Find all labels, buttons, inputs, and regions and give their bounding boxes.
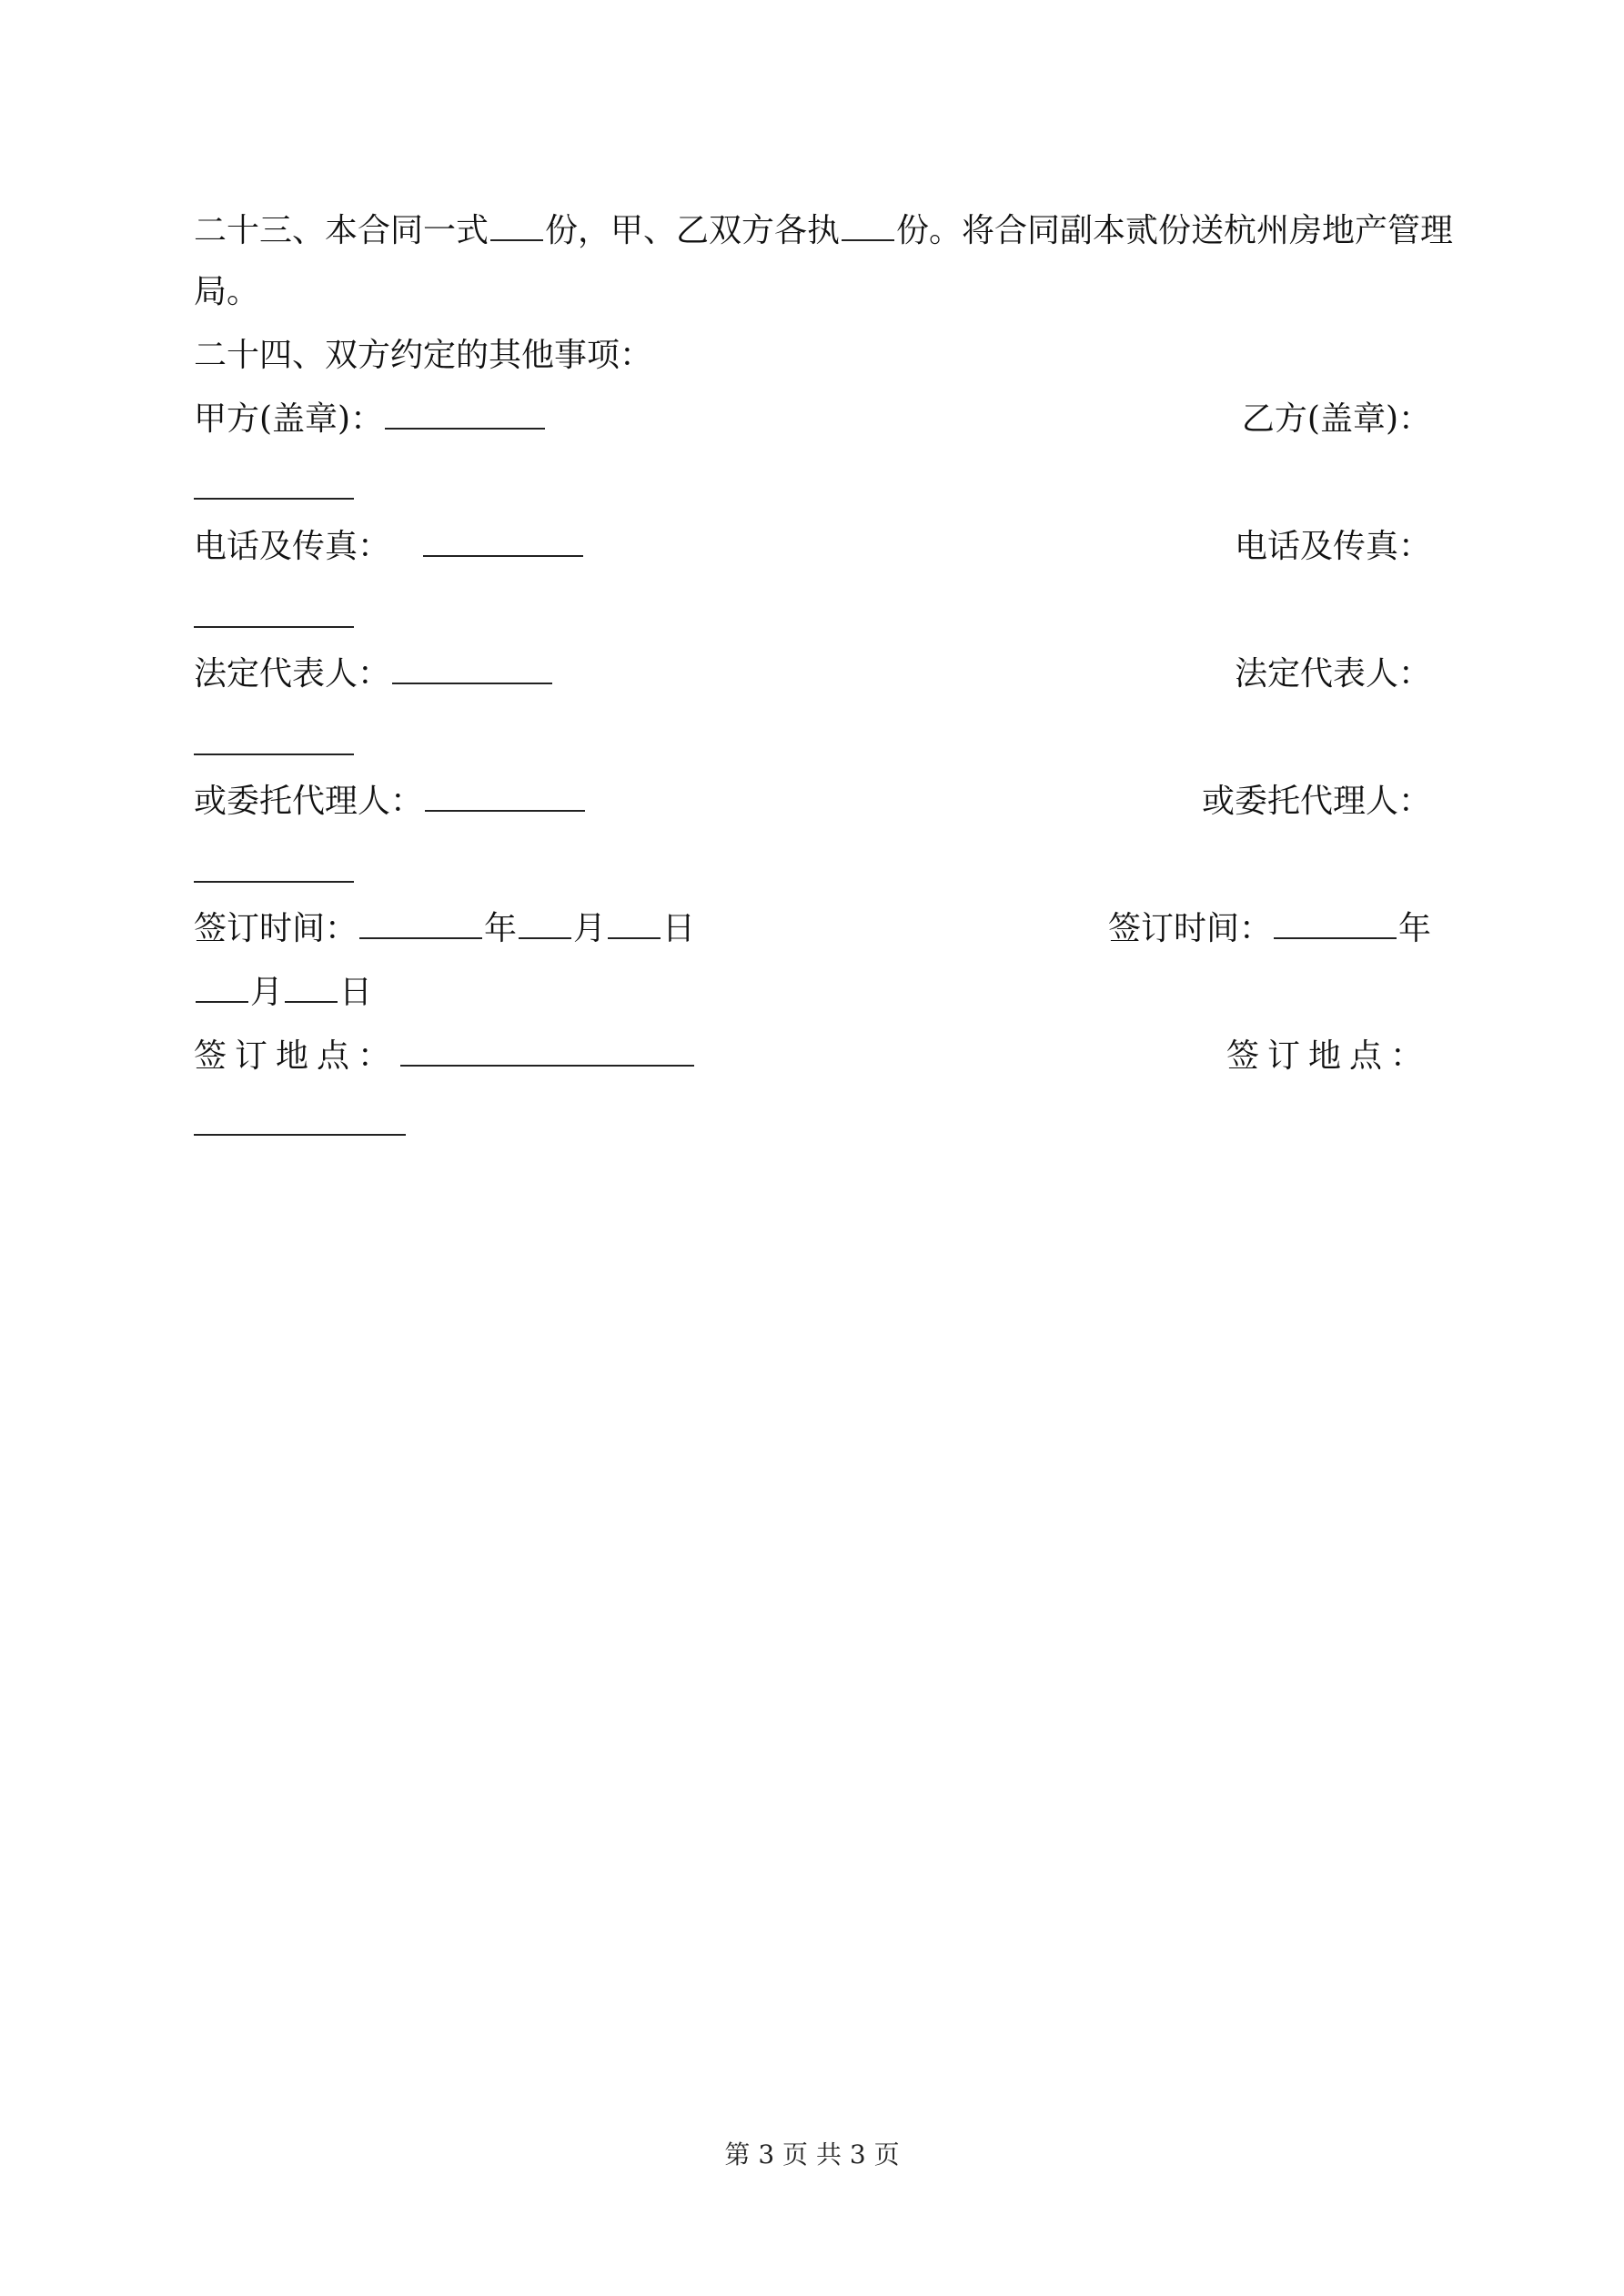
party-a-legal-representative-label: 法定代表人： xyxy=(194,655,391,693)
party-a-seal xyxy=(194,394,547,445)
party-b-legal-representative-label: 法定代表人： xyxy=(1234,655,1431,693)
party-a-authorized-agent-blank xyxy=(425,809,585,812)
authorized-agent-row xyxy=(194,776,1431,827)
party-b-authorized-agent-label: 或委托代理人： xyxy=(1201,783,1431,820)
party-a-phone-fax xyxy=(194,521,585,572)
party-a-legal-representative xyxy=(194,649,554,700)
copies-total-blank xyxy=(490,238,543,241)
party-b-phone-fax-label: 电话及传真： xyxy=(1234,528,1431,565)
party-b-signing-place-label: 签订地点： xyxy=(1226,1037,1431,1075)
party-b-legal-representative xyxy=(1235,649,1431,700)
footer-current-page: 3 xyxy=(758,2139,775,2170)
footer-page-middle: 页 共 xyxy=(782,2139,842,2170)
party-a-signing-time-label: 签订时间： xyxy=(194,910,358,947)
party-b-month-label: 月 xyxy=(250,974,284,1011)
signing-place-row xyxy=(194,1031,1431,1082)
copies-each-blank xyxy=(842,238,894,241)
party-a-year-blank xyxy=(359,936,482,939)
party-b-signing-date-continuation xyxy=(194,967,1431,1018)
party-a-legal-representative-blank xyxy=(392,682,552,684)
party-b-authorized-agent xyxy=(1202,776,1431,827)
party-a-signing-place-blank xyxy=(400,1064,694,1067)
clause-23-line-2 xyxy=(194,267,1431,318)
party-a-day-blank xyxy=(608,936,661,939)
clause-24 xyxy=(194,330,1431,381)
party-b-year-label: 年 xyxy=(1397,910,1431,947)
clause-23-part-4: 局。 xyxy=(194,273,260,310)
party-a-signing-place-label: 签订地点： xyxy=(194,1037,399,1075)
footer-page-suffix: 页 xyxy=(873,2139,900,2170)
footer-page-prefix: 第 xyxy=(724,2139,751,2170)
party-b-signing-place xyxy=(1226,1031,1431,1082)
party-a-day-label: 日 xyxy=(662,910,696,947)
legal-representative-row xyxy=(194,649,1431,700)
party-b-signing-time-label: 签订时间： xyxy=(1107,910,1272,947)
party-a-month-label: 月 xyxy=(573,910,607,947)
party-a-month-blank xyxy=(519,936,571,939)
party-a-signing-place xyxy=(194,1031,696,1082)
clause-24-text: 二十四、双方约定的其他事项： xyxy=(194,337,653,374)
party-a-seal-label: 甲方(盖章)： xyxy=(194,400,384,438)
party-b-authorized-agent-blank xyxy=(194,879,354,883)
party-a-authorized-agent-label: 或委托代理人： xyxy=(194,783,424,820)
party-b-day-label: 日 xyxy=(339,974,373,1011)
party-a-phone-fax-label: 电话及传真： xyxy=(194,528,391,565)
party-a-year-label: 年 xyxy=(484,910,518,947)
party-b-signing-place-blank xyxy=(194,1132,406,1136)
party-a-phone-fax-blank xyxy=(423,554,583,557)
clause-23-part-2: 份，甲、乙双方各执 xyxy=(545,212,841,249)
clause-23-line-1 xyxy=(194,206,1454,257)
party-seal-row xyxy=(194,394,1431,445)
party-b-seal xyxy=(1242,394,1431,445)
party-b-month-blank xyxy=(196,1000,248,1003)
party-b-signing-time xyxy=(1108,904,1431,955)
party-a-authorized-agent xyxy=(194,776,587,827)
party-b-day-blank xyxy=(285,1000,338,1003)
page-footer xyxy=(0,2137,1624,2173)
signing-time-row xyxy=(194,904,1431,955)
party-b-year-blank xyxy=(1274,936,1397,939)
party-b-phone-fax xyxy=(1235,521,1431,572)
footer-total-pages: 3 xyxy=(849,2139,866,2170)
clause-23-part-3: 份。将合同副本贰份送杭州房地产管理 xyxy=(896,212,1454,249)
clause-23-part-1: 二十三、本合同一式 xyxy=(194,212,489,249)
party-b-seal-blank xyxy=(194,496,354,500)
party-a-signing-time xyxy=(194,904,695,955)
party-b-legal-representative-blank xyxy=(194,752,354,755)
party-a-seal-blank xyxy=(385,427,545,430)
party-b-seal-label: 乙方(盖章)： xyxy=(1241,400,1431,438)
party-b-phone-fax-blank xyxy=(194,624,354,628)
phone-fax-row xyxy=(194,521,1431,572)
